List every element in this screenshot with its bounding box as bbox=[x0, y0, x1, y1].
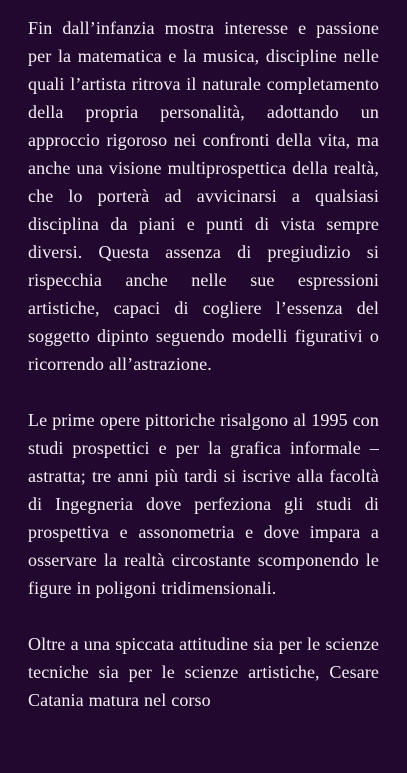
biography-paragraph-2: Le prime opere pittoriche risalgono al 1995 con studi prospettici e per la grafica informale – astratta; tre anni più tardi si iscrive alla facoltà di Ingegneria dove perfeziona gli studi di prospettiva e assonometria e dove impara a osservare la realtà circostante scomponendo le figure in poligoni tridimensionali. bbox=[28, 410, 379, 598]
biography-paragraph-1: Fin dall’infanzia mostra interesse e passione per la matematica e la musica, discipline nelle quali l’artista ritrova il naturale completamento della propria personalità, adottando un approccio rigoroso nei confronti della vita, ma anche una visione multiprospettica della realtà, che lo porterà ad avvicinarsi a qualsiasi disciplina da piani e punti di vista sempre diversi. Questa assenza di pregiudizio si rispecchia anche nelle sue espressioni artistiche, capaci di cogliere l’essenza del soggetto dipinto seguendo modelli figurativi o ricorrendo all’astrazione. bbox=[28, 18, 379, 374]
biography-text bbox=[28, 14, 379, 714]
biography-paragraph-3: Oltre a una spiccata attitudine sia per le scienze tecniche sia per le scienze artistiche, Cesare Catania matura nel corso bbox=[28, 634, 379, 710]
